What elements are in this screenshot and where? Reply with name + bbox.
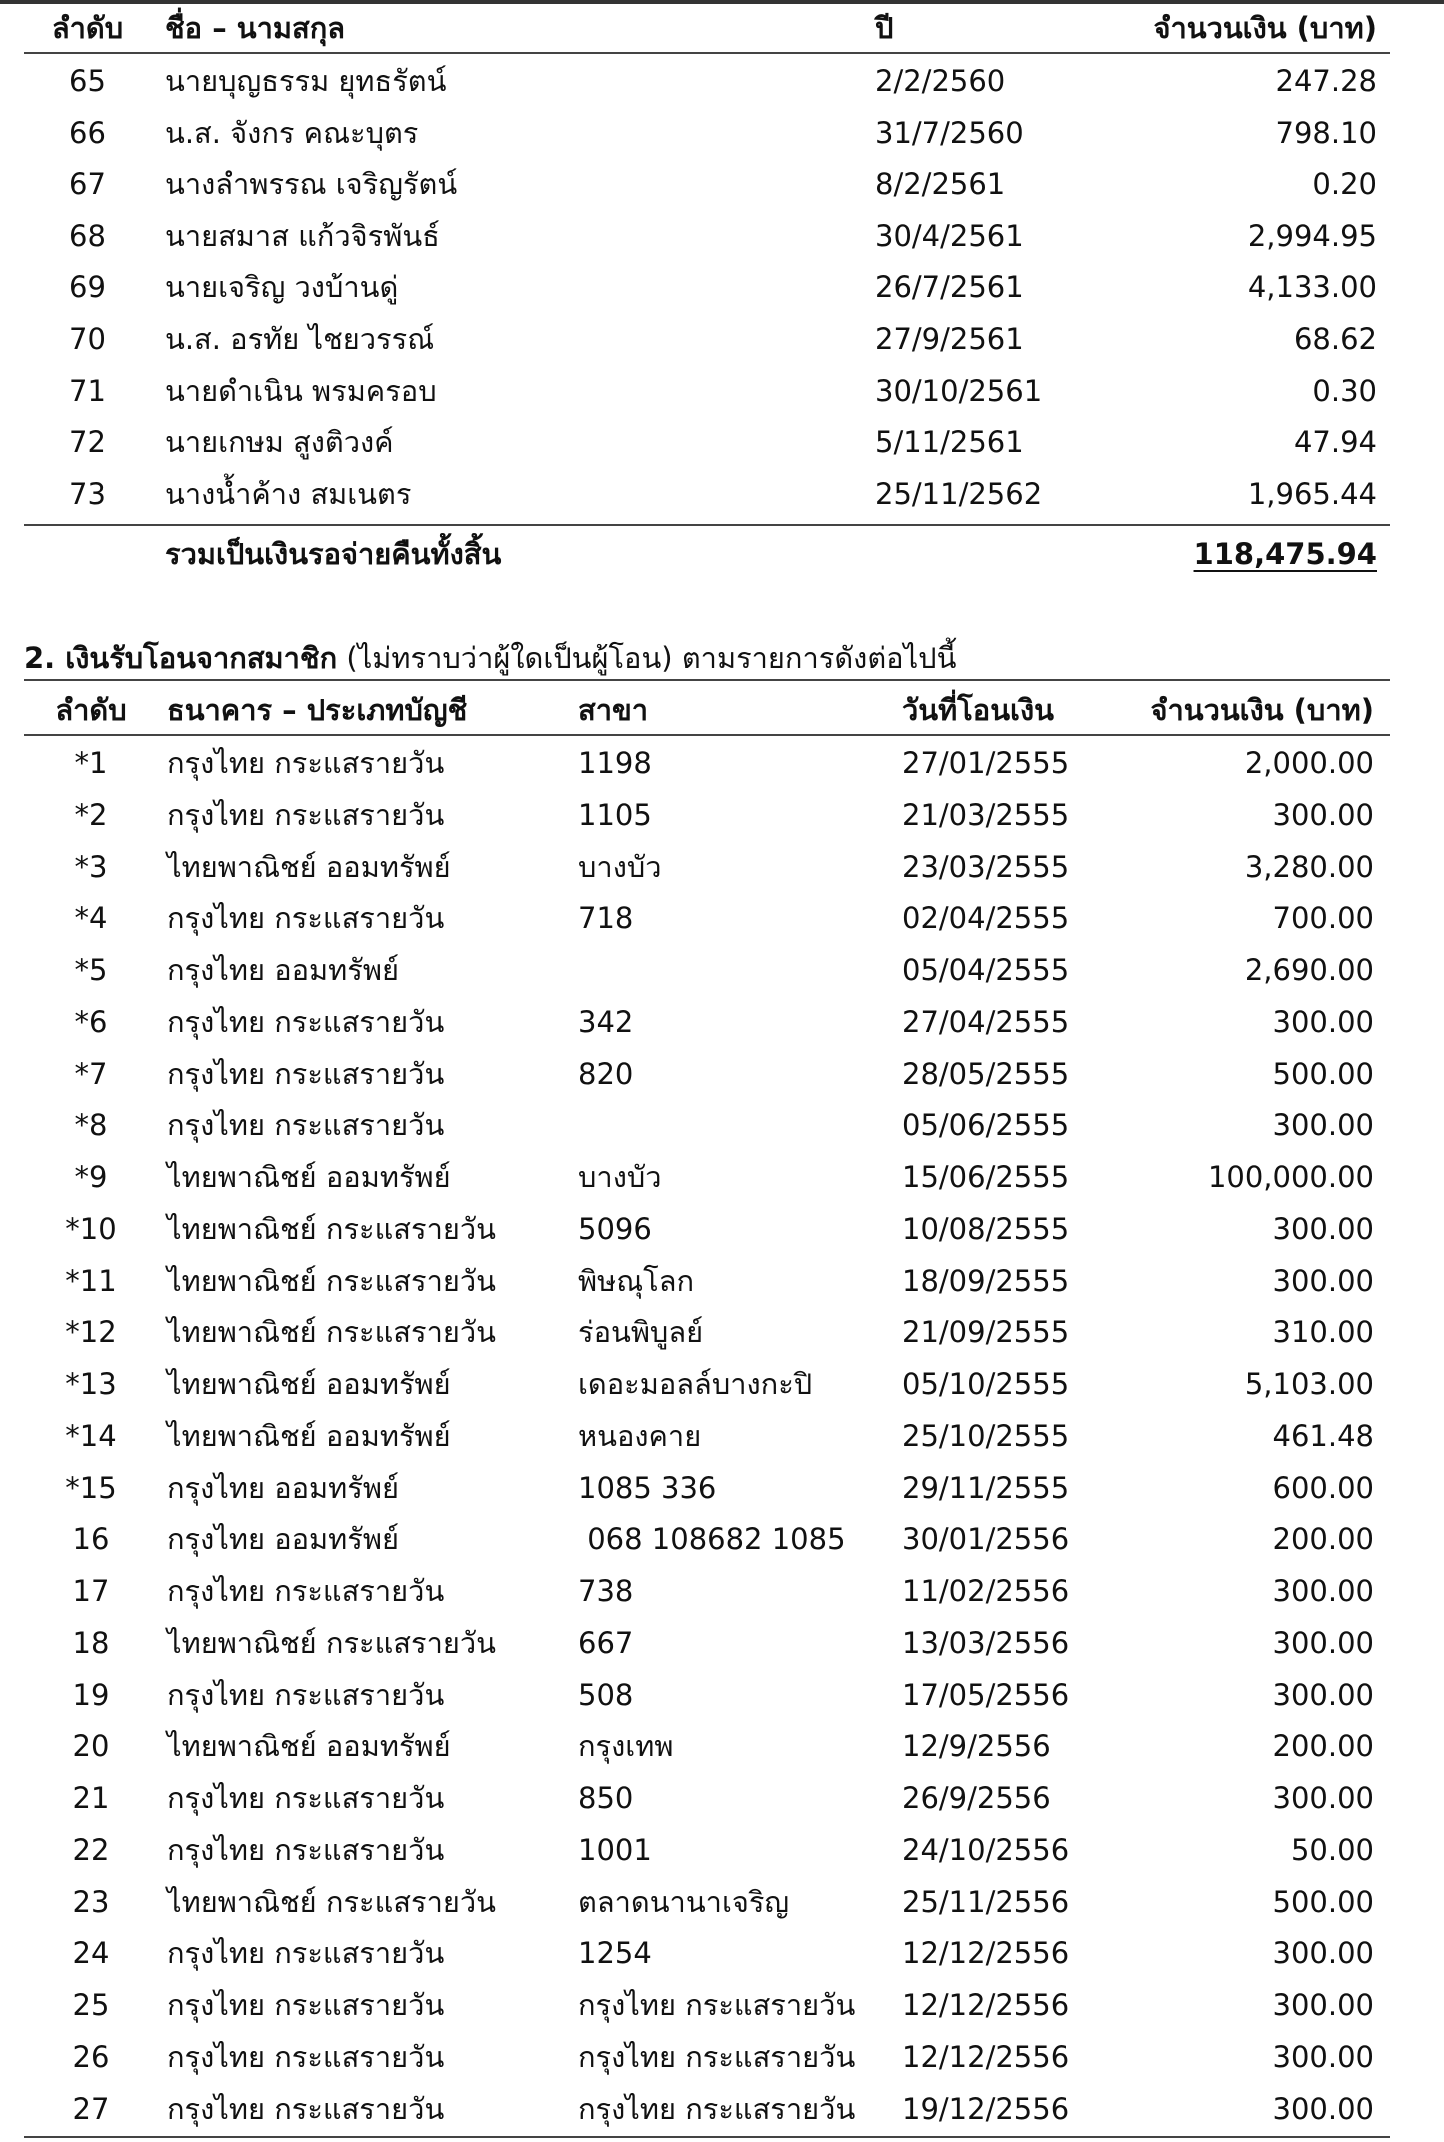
table2-cell-bank: ไทยพาณิชย์ ออมทรัพย์ — [167, 1160, 451, 1194]
table-row — [0, 313, 1444, 365]
table2-cell-date: 27/01/2555 — [902, 746, 1070, 780]
table1-cell-year: 8/2/2561 — [875, 167, 1006, 202]
table2-cell-amount: 5,103.00 — [1244, 1367, 1374, 1401]
table-row — [0, 1255, 1444, 1307]
table2-cell-bank: ไทยพาณิชย์ กระแสรายวัน — [167, 1211, 496, 1246]
table-row — [0, 841, 1444, 893]
table2-cell-bank: กรุงไทย กระแสรายวัน — [167, 2091, 445, 2126]
table1-cell-year: 25/11/2562 — [875, 476, 1043, 511]
table-row — [0, 107, 1444, 159]
table2-cell-no: 17 — [72, 1574, 110, 1608]
table2-cell-date: 27/04/2555 — [902, 1004, 1070, 1039]
table2-cell-bank: ไทยพาณิชย์ ออมทรัพย์ — [167, 1367, 451, 1401]
table2-cell-bank: กรุงไทย กระแสรายวัน — [167, 1936, 445, 1971]
table1-cell-no: 68 — [69, 218, 106, 253]
table2-cell-date: 24/10/2556 — [902, 1832, 1070, 1867]
table2-cell-amount: 200.00 — [1272, 1729, 1374, 1764]
table1-cell-name: น.ส. อรทัย ไชยวรรณ์ — [165, 322, 435, 356]
table2-cell-date: 23/03/2555 — [902, 849, 1070, 884]
table1-cell-no: 73 — [69, 476, 106, 511]
table-row — [0, 1824, 1444, 1876]
table-row — [0, 1513, 1444, 1565]
table2-cell-bank: กรุงไทย ออมทรัพย์ — [167, 1470, 399, 1505]
table-row — [0, 468, 1444, 520]
table1-cell-name: น.ส. จังกร คณะบุตร — [165, 115, 419, 150]
table1-cell-name: นายดำเนิน พรมครอบ — [165, 373, 437, 408]
table2-cell-branch: บางบัว — [578, 849, 662, 884]
table2-cell-bank: ไทยพาณิชย์ กระแสรายวัน — [167, 1315, 496, 1350]
table-row — [0, 1151, 1444, 1203]
table2-cell-no: *13 — [65, 1367, 117, 1401]
table1-cell-year: 26/7/2561 — [875, 270, 1024, 305]
table2-cell-bank: ไทยพาณิชย์ กระแสรายวัน — [167, 1884, 496, 1919]
table1-cell-amount: 0.20 — [1312, 167, 1377, 202]
table1-total-label: รวมเป็นเงินรอจ่ายคืนทั้งสิ้น — [165, 537, 502, 571]
table2-cell-amount: 300.00 — [1272, 797, 1374, 832]
table-row — [0, 416, 1444, 468]
table2-cell-no: *1 — [74, 746, 108, 780]
table2-cell-no: *4 — [74, 901, 108, 936]
table2-cell-bank: กรุงไทย กระแสรายวัน — [167, 901, 445, 936]
table2-cell-no: *8 — [74, 1108, 108, 1143]
table2-cell-date: 25/11/2556 — [902, 1884, 1070, 1919]
table2-cell-amount: 300.00 — [1272, 2091, 1374, 2126]
table2-cell-bank: กรุงไทย กระแสรายวัน — [167, 1108, 445, 1143]
table2-cell-no: 24 — [72, 1936, 110, 1971]
table-row — [0, 2031, 1444, 2083]
table2-cell-bank: กรุงไทย ออมทรัพย์ — [167, 953, 399, 987]
table1-cell-no: 67 — [69, 167, 106, 202]
table2-cell-no: 21 — [72, 1781, 110, 1815]
table2-cell-amount: 300.00 — [1272, 1263, 1374, 1298]
table2-cell-bank: กรุงไทย กระแสรายวัน — [167, 2039, 445, 2074]
table2-cell-branch: 068 108682 1085 — [578, 1522, 846, 1557]
table2-cell-branch: กรุงไทย กระแสรายวัน — [578, 2091, 856, 2126]
table1-cell-name: นายสมาส แก้วจิรพันธ์ — [165, 218, 440, 253]
table2-cell-date: 28/05/2555 — [902, 1056, 1070, 1091]
table1-cell-amount: 2,994.95 — [1247, 218, 1377, 253]
table1-total-amount: 118,475.94 — [1193, 537, 1377, 571]
table2-cell-bank: กรุงไทย กระแสรายวัน — [167, 1832, 445, 1867]
table-row — [0, 1358, 1444, 1410]
table-row — [0, 210, 1444, 262]
table1-cell-amount: 0.30 — [1312, 373, 1377, 408]
table2-cell-amount: 300.00 — [1272, 1004, 1374, 1039]
table1-cell-name: นายบุญธรรม ยุทธรัตน์ — [165, 64, 447, 98]
table2-cell-bank: กรุงไทย กระแสรายวัน — [167, 797, 445, 832]
table2-cell-branch: พิษณุโลก — [578, 1263, 695, 1298]
table2-cell-amount: 500.00 — [1272, 1884, 1374, 1919]
table2-cell-bank: กรุงไทย กระแสรายวัน — [167, 1677, 445, 1712]
table2-cell-amount: 310.00 — [1272, 1315, 1374, 1350]
section2-title-rest: (ไม่ทราบว่าผู้ใดเป็นผู้โอน) ตามรายการดังต่อไปนี้ — [337, 641, 957, 675]
section2-title-rule — [24, 679, 1390, 681]
table2-cell-bank: กรุงไทย กระแสรายวัน — [167, 1004, 445, 1039]
table2-cell-no: 25 — [72, 1988, 110, 2022]
table2-cell-amount: 100,000.00 — [1207, 1160, 1374, 1194]
table2-cell-bank: ไทยพาณิชย์ ออมทรัพย์ — [167, 849, 451, 884]
table-row — [0, 1876, 1444, 1928]
table-row — [0, 1617, 1444, 1669]
table2-cell-amount: 300.00 — [1272, 1781, 1374, 1815]
table2-cell-amount: 500.00 — [1272, 1056, 1374, 1091]
table2-cell-branch: ร่อนพิบูลย์ — [578, 1315, 704, 1350]
table1-cell-year: 31/7/2560 — [875, 115, 1024, 150]
table2-cell-no: 16 — [72, 1522, 110, 1557]
table2-cell-date: 25/10/2555 — [902, 1418, 1070, 1453]
table2-cell-no: 20 — [72, 1729, 110, 1764]
table2-cell-amount: 300.00 — [1272, 2039, 1374, 2074]
table1-bottom-rule — [24, 524, 1390, 526]
table1-total-row — [0, 528, 1444, 580]
table2-cell-branch: 1001 — [578, 1832, 652, 1867]
table1-header-amount: จำนวนเงิน (บาท) — [1153, 11, 1377, 45]
table2-cell-date: 13/03/2556 — [902, 1625, 1070, 1660]
table1-cell-year: 27/9/2561 — [875, 322, 1024, 356]
table2-cell-no: *2 — [74, 797, 108, 832]
table-row — [0, 1669, 1444, 1721]
table1-cell-year: 30/10/2561 — [875, 373, 1043, 408]
table1-cell-year: 30/4/2561 — [875, 218, 1024, 253]
table1-cell-no: 65 — [69, 64, 106, 98]
table2-cell-branch: ตลาดนานาเจริญ — [578, 1884, 790, 1919]
table2-cell-date: 21/03/2555 — [902, 797, 1070, 832]
table2-header-bank: ธนาคาร – ประเภทบัญชี — [167, 693, 468, 727]
table2-cell-amount: 3,280.00 — [1244, 849, 1374, 884]
table-row — [0, 1565, 1444, 1617]
table2-header-date: วันที่โอนเงิน — [902, 693, 1054, 727]
table2-header — [0, 684, 1444, 736]
table2-cell-date: 29/11/2555 — [902, 1470, 1070, 1505]
table2-cell-amount: 461.48 — [1272, 1418, 1374, 1453]
table2-cell-branch: หนองคาย — [578, 1418, 702, 1453]
table2-cell-branch: 667 — [578, 1625, 634, 1660]
table2-cell-date: 02/04/2555 — [902, 901, 1070, 936]
table2-cell-no: *14 — [65, 1418, 117, 1453]
table2-cell-no: 26 — [72, 2039, 110, 2074]
table1-cell-no: 69 — [69, 270, 106, 305]
table2-cell-no: *15 — [65, 1470, 117, 1505]
table1-cell-no: 70 — [69, 322, 106, 356]
table2-cell-date: 30/01/2556 — [902, 1522, 1070, 1557]
table2-header-branch: สาขา — [578, 693, 649, 727]
table1-cell-amount: 4,133.00 — [1247, 270, 1377, 305]
table-row — [0, 1927, 1444, 1979]
table2-cell-bank: กรุงไทย กระแสรายวัน — [167, 1574, 445, 1608]
table1-cell-no: 72 — [69, 425, 106, 460]
table2-cell-branch: 718 — [578, 901, 634, 936]
table1-cell-year: 2/2/2560 — [875, 64, 1006, 98]
table-row — [0, 1720, 1444, 1772]
table-row — [0, 1979, 1444, 2031]
table2-cell-amount: 300.00 — [1272, 1988, 1374, 2022]
table2-cell-amount: 2,690.00 — [1244, 953, 1374, 987]
table2-header-no: ลำดับ — [55, 693, 127, 727]
table2-cell-branch: 342 — [578, 1004, 634, 1039]
table2-cell-date: 15/06/2555 — [902, 1160, 1070, 1194]
table2-cell-date: 11/02/2556 — [902, 1574, 1070, 1608]
table2-cell-branch: 820 — [578, 1056, 634, 1091]
table-row — [0, 1203, 1444, 1255]
table2-cell-amount: 300.00 — [1272, 1574, 1374, 1608]
table2-cell-branch: 1105 — [578, 797, 652, 832]
table2-cell-date: 12/12/2556 — [902, 1988, 1070, 2022]
table1-cell-amount: 47.94 — [1293, 425, 1377, 460]
table1-cell-name: นางลำพรรณ เจริญรัตน์ — [165, 167, 458, 202]
table-row — [0, 365, 1444, 417]
table2-cell-no: *10 — [65, 1211, 117, 1246]
table2-cell-date: 12/9/2556 — [902, 1729, 1051, 1764]
table2-cell-branch: กรุงไทย กระแสรายวัน — [578, 2039, 856, 2074]
table1-header — [0, 2, 1444, 54]
table2-cell-amount: 300.00 — [1272, 1677, 1374, 1712]
table2-cell-branch: 508 — [578, 1677, 634, 1712]
table-row — [0, 1048, 1444, 1100]
table2-cell-no: 22 — [72, 1832, 110, 1867]
table2-cell-date: 05/04/2555 — [902, 953, 1070, 987]
table1-cell-amount: 68.62 — [1293, 322, 1377, 356]
table2-cell-bank: กรุงไทย กระแสรายวัน — [167, 1988, 445, 2022]
table-row — [0, 1462, 1444, 1514]
table-row — [0, 2083, 1444, 2135]
table2-cell-amount: 600.00 — [1272, 1470, 1374, 1505]
table2-cell-branch: เดอะมอลล์บางกะปิ — [578, 1367, 813, 1401]
table1-cell-no: 71 — [69, 373, 106, 408]
table-row — [0, 996, 1444, 1048]
table2-cell-no: *9 — [74, 1160, 108, 1194]
table2-cell-bank: กรุงไทย กระแสรายวัน — [167, 1056, 445, 1091]
table2-header-rule — [24, 734, 1390, 736]
table2-cell-amount: 700.00 — [1272, 901, 1374, 936]
table2-cell-amount: 300.00 — [1272, 1625, 1374, 1660]
table-row — [0, 789, 1444, 841]
table2-cell-no: 19 — [72, 1677, 110, 1712]
table2-header-amount: จำนวนเงิน (บาท) — [1150, 693, 1374, 727]
table2-cell-amount: 50.00 — [1290, 1832, 1374, 1867]
table1-cell-name: นายเจริญ วงบ้านดู่ — [165, 270, 399, 305]
table2-cell-no: *3 — [74, 849, 108, 884]
table2-cell-bank: กรุงไทย กระแสรายวัน — [167, 1781, 445, 1815]
table-row — [0, 1410, 1444, 1462]
table-row — [0, 1772, 1444, 1824]
table2-cell-branch: กรุงไทย กระแสรายวัน — [578, 1988, 856, 2022]
table2-cell-bank: ไทยพาณิชย์ กระแสรายวัน — [167, 1625, 496, 1660]
table-row — [0, 261, 1444, 313]
table1-cell-year: 5/11/2561 — [875, 425, 1024, 460]
table-row — [0, 892, 1444, 944]
table2-cell-date: 10/08/2555 — [902, 1211, 1070, 1246]
table-row — [0, 944, 1444, 996]
table2-cell-branch: 1198 — [578, 746, 652, 780]
table2-cell-no: 23 — [72, 1884, 110, 1919]
table2-cell-branch: บางบัว — [578, 1160, 662, 1194]
table2-cell-branch: 5096 — [578, 1211, 652, 1246]
table2-cell-amount: 300.00 — [1272, 1211, 1374, 1246]
section2-title-bold: 2. เงินรับโอนจากสมาชิก — [24, 641, 338, 675]
table1-cell-amount: 1,965.44 — [1247, 476, 1377, 511]
table2-cell-date: 17/05/2556 — [902, 1677, 1070, 1712]
table2-cell-branch: 850 — [578, 1781, 634, 1815]
table-row — [0, 737, 1444, 789]
table2-cell-bank: กรุงไทย กระแสรายวัน — [167, 746, 445, 780]
table2-cell-date: 12/12/2556 — [902, 2039, 1070, 2074]
table2-cell-no: *12 — [65, 1315, 117, 1350]
table2-cell-date: 26/9/2556 — [902, 1781, 1051, 1815]
table1-header-name: ชื่อ – นามสกุล — [165, 11, 346, 45]
table2-cell-date: 18/09/2555 — [902, 1263, 1070, 1298]
table1-header-year: ปี — [875, 11, 894, 45]
table-row — [0, 1306, 1444, 1358]
table2-cell-date: 05/10/2555 — [902, 1367, 1070, 1401]
table2-cell-date: 21/09/2555 — [902, 1315, 1070, 1350]
table1-header-rule — [24, 52, 1390, 54]
table1-cell-amount: 798.10 — [1275, 115, 1377, 150]
table1-cell-no: 66 — [69, 115, 106, 150]
table2-bottom-rule — [24, 2136, 1390, 2138]
table2-cell-date: 19/12/2556 — [902, 2091, 1070, 2126]
table2-cell-branch: 1085 336 — [578, 1470, 717, 1505]
table1-header-no: ลำดับ — [51, 11, 124, 45]
table2-cell-amount: 2,000.00 — [1244, 746, 1374, 780]
table-row — [0, 158, 1444, 210]
table-row — [0, 1099, 1444, 1151]
table2-cell-no: 27 — [72, 2091, 110, 2126]
table2-cell-bank: ไทยพาณิชย์ ออมทรัพย์ — [167, 1729, 451, 1764]
table1-cell-name: นายเกษม สูงติวงค์ — [165, 425, 394, 460]
table2-cell-bank: ไทยพาณิชย์ กระแสรายวัน — [167, 1263, 496, 1298]
table-row — [0, 55, 1444, 107]
table1-cell-amount: 247.28 — [1275, 64, 1377, 98]
table2-cell-bank: กรุงไทย ออมทรัพย์ — [167, 1522, 399, 1557]
table2-cell-date: 12/12/2556 — [902, 1936, 1070, 1971]
table2-cell-branch: 738 — [578, 1574, 634, 1608]
table1-cell-name: นางน้ำค้าง สมเนตร — [165, 476, 412, 511]
table2-cell-amount: 300.00 — [1272, 1108, 1374, 1143]
table2-cell-amount: 200.00 — [1272, 1522, 1374, 1557]
table2-cell-no: *7 — [74, 1056, 108, 1091]
table2-cell-branch: 1254 — [578, 1936, 652, 1971]
section2-title — [24, 632, 956, 684]
table2-cell-date: 05/06/2555 — [902, 1108, 1070, 1143]
table2-cell-no: *11 — [65, 1263, 117, 1298]
table2-cell-branch: กรุงเทพ — [578, 1729, 674, 1764]
table2-cell-no: *6 — [74, 1004, 108, 1039]
table2-cell-amount: 300.00 — [1272, 1936, 1374, 1971]
table2-cell-no: *5 — [74, 953, 108, 987]
table2-cell-no: 18 — [72, 1625, 110, 1660]
table2-cell-bank: ไทยพาณิชย์ ออมทรัพย์ — [167, 1418, 451, 1453]
